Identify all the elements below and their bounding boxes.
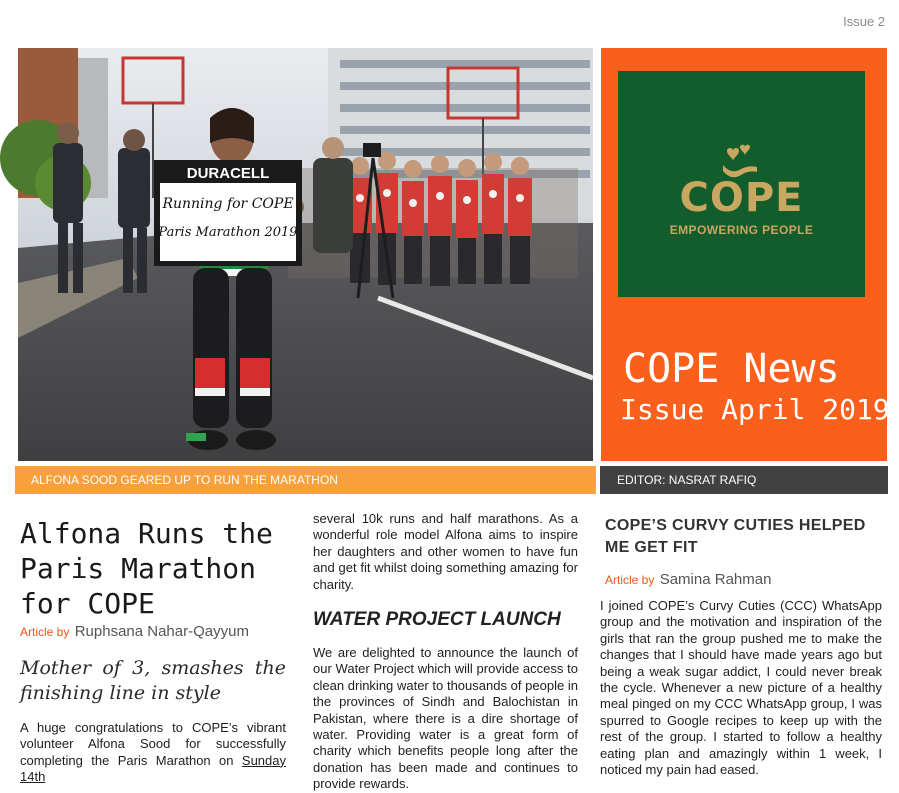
- sign-line-1: Running for COPE: [162, 196, 294, 212]
- body-date: Sunday 14th: [20, 752, 286, 785]
- water-project-body: We are delighted to announce the launch of our Water Project which will provide access to clean drinking water to thousands of people in the provinces of Sindh and Balochistan in Pakistan, where there is a dire shortage of water. Providing water is a great form of charity which benefits people long after the donation has been made and continues to provide rewards.: [313, 645, 578, 792]
- editor-credit: EDITOR: NASRAT RAFIQ: [617, 473, 757, 487]
- photo-caption: ALFONA SOOD GEARED UP TO RUN THE MARATHON: [31, 473, 338, 487]
- article-alfona: [20, 516, 286, 786]
- editor-bar: [600, 466, 888, 494]
- article-continuation: several 10k runs and half marathons. As a wonderful role model Alfona aims to inspire her daughters and other women to have fun and get fit whilst doing something amazing for charity.: [313, 511, 578, 592]
- cope-logo: [618, 71, 865, 297]
- article-column-2: [313, 511, 578, 793]
- curvy-cuties-byline: [600, 571, 882, 588]
- byline-label: Article by: [605, 573, 655, 587]
- article-curvy-cuties: [600, 515, 882, 778]
- newsletter-title: COPE News: [623, 346, 840, 392]
- newsletter-issue: Issue April 2019: [620, 393, 890, 426]
- article-body: [20, 720, 286, 786]
- water-project-headline: WATER PROJECT LAUNCH: [313, 609, 561, 631]
- sign-line-2: Paris Marathon 2019: [158, 225, 298, 240]
- logo-tagline: EMPOWERING PEOPLE: [669, 223, 814, 237]
- marathon-sign: [154, 160, 302, 266]
- byline-author: Ruphsana Nahar-Qayyum: [74, 623, 249, 640]
- body-text-start: A huge congratulations to COPE’s vibrant volunteer Alfona Sood for successfully completing the Paris Marathon on: [20, 720, 286, 768]
- byline-author: Samina Rahman: [659, 571, 772, 588]
- curvy-cuties-headline: COPE’S CURVY CUTIES HELPED ME GET FIT: [605, 517, 866, 556]
- byline-label: Article by: [20, 625, 70, 639]
- pull-quote: Mother of 3, smashes the finishing line in style: [20, 657, 286, 704]
- photo-caption-bar: [15, 466, 596, 494]
- hero-photo: [18, 48, 593, 461]
- curvy-cuties-body: I joined COPE’s Curvy Cuties (CCC) WhatsApp group and the motivation and inspiration of the girls that ran the group pushed me to make the changes that I should have made years ago but being a weak sugar addict, I could never break the cycle. Whenever a new picture of a healthy meal pinged on my CCC WhatsApp group, I was spurred to Google recipes to keep up with the rest of the group. I started to follow a healthy eating plan and amazingly within 1 week, I noticed my pain had eased.: [600, 598, 882, 778]
- sign-brand: DURACELL: [186, 165, 270, 182]
- masthead-panel: [601, 48, 890, 461]
- article-byline: [20, 623, 286, 640]
- article-headline: Alfona Runs the Paris Marathon for COPE: [20, 517, 273, 620]
- issue-tag: Issue 2: [843, 14, 885, 29]
- logo-word: COPE: [679, 175, 804, 221]
